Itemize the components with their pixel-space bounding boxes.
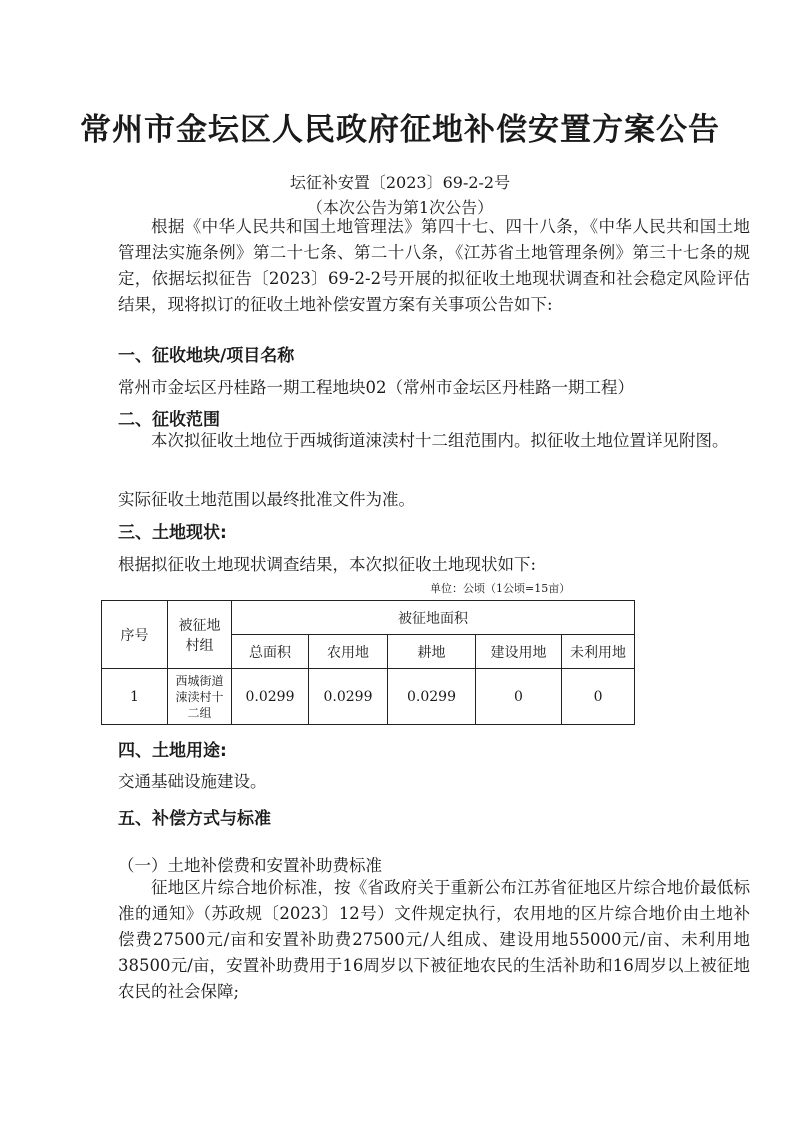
section5-paragraph: 征地区片综合地价标准，按《省政府关于重新公布江苏省征地区片综合地价最低标准的通知》（苏政规〔2023〕12号）文件规定执行，农用地的区片综合地价由土地补偿费27500元/亩和安置补助费27500元/人组成、建设用地55000元/亩、未利用地38500元/亩，安置补助费用于16周岁以下被征地农民的生活补助和16周岁以上被征地农民的社会保障;	[118, 878, 750, 1001]
table-unit-note: 单位：公顷（1公顷=15亩）	[430, 582, 571, 595]
section4-heading: 四、土地用途:	[118, 741, 227, 761]
section1-heading: 一、征收地块/项目名称	[118, 346, 295, 366]
cell-agricultural: 0.0299	[309, 669, 388, 725]
header-agricultural: 农用地	[309, 635, 388, 669]
cell-cultivated: 0.0299	[388, 669, 476, 725]
table-row	[102, 669, 635, 725]
header-unused: 未利用地	[562, 635, 635, 669]
section3-content: 根据拟征收土地现状调查结果，本次拟征收土地现状如下:	[118, 555, 537, 574]
header-seq: 序号	[102, 601, 168, 669]
header-total-area: 总面积	[232, 635, 309, 669]
cell-construction: 0	[476, 669, 562, 725]
section4-content: 交通基础设施建设。	[118, 772, 267, 791]
document-number: 坛征补安置〔2023〕69-2-2号	[289, 173, 511, 192]
section3-heading: 三、土地现状:	[118, 523, 227, 543]
table-header-row	[102, 601, 635, 635]
cell-village-group: 西城街道涑渎村十二组	[168, 669, 232, 725]
cell-total-area: 0.0299	[232, 669, 309, 725]
intro-paragraph: 根据《中华人民共和国土地管理法》第四十七、四十八条，《中华人民共和国土地管理法实施条例》第二十七条、第二十八条，《江苏省土地管理条例》第三十七条的规定，依据坛拟征告〔2023〕69-2-2号开展的拟征收土地现状调查和社会稳定风险评估结果，现将拟订的征收土地补偿安置方案有关事项公告如下:	[118, 217, 750, 314]
header-construction: 建设用地	[476, 635, 562, 669]
section2-note: 实际征收土地范围以最终批准文件为准。	[118, 490, 415, 509]
page-title: 常州市金坛区人民政府征地补偿安置方案公告	[80, 112, 720, 148]
section5-heading: 五、补偿方式与标准	[118, 809, 271, 829]
section2-heading: 二、征收范围	[118, 410, 220, 430]
header-cultivated: 耕地	[388, 635, 476, 669]
cell-unused: 0	[562, 669, 635, 725]
section2-content: 本次拟征收土地位于西城街道涑渎村十二组范围内。拟征收土地位置详见附图。	[151, 431, 729, 450]
section1-content: 常州市金坛区丹桂路一期工程地块02（常州市金坛区丹桂路一期工程）	[118, 378, 634, 397]
header-area: 被征地面积	[232, 601, 635, 635]
land-status-table	[101, 600, 635, 725]
header-village-group: 被征地村组	[168, 601, 232, 669]
notice-count: （本次公告为第1次公告）	[306, 198, 494, 217]
cell-seq: 1	[102, 669, 168, 725]
section5-subheading: （一）土地补偿费和安置补助费标准	[118, 856, 382, 875]
